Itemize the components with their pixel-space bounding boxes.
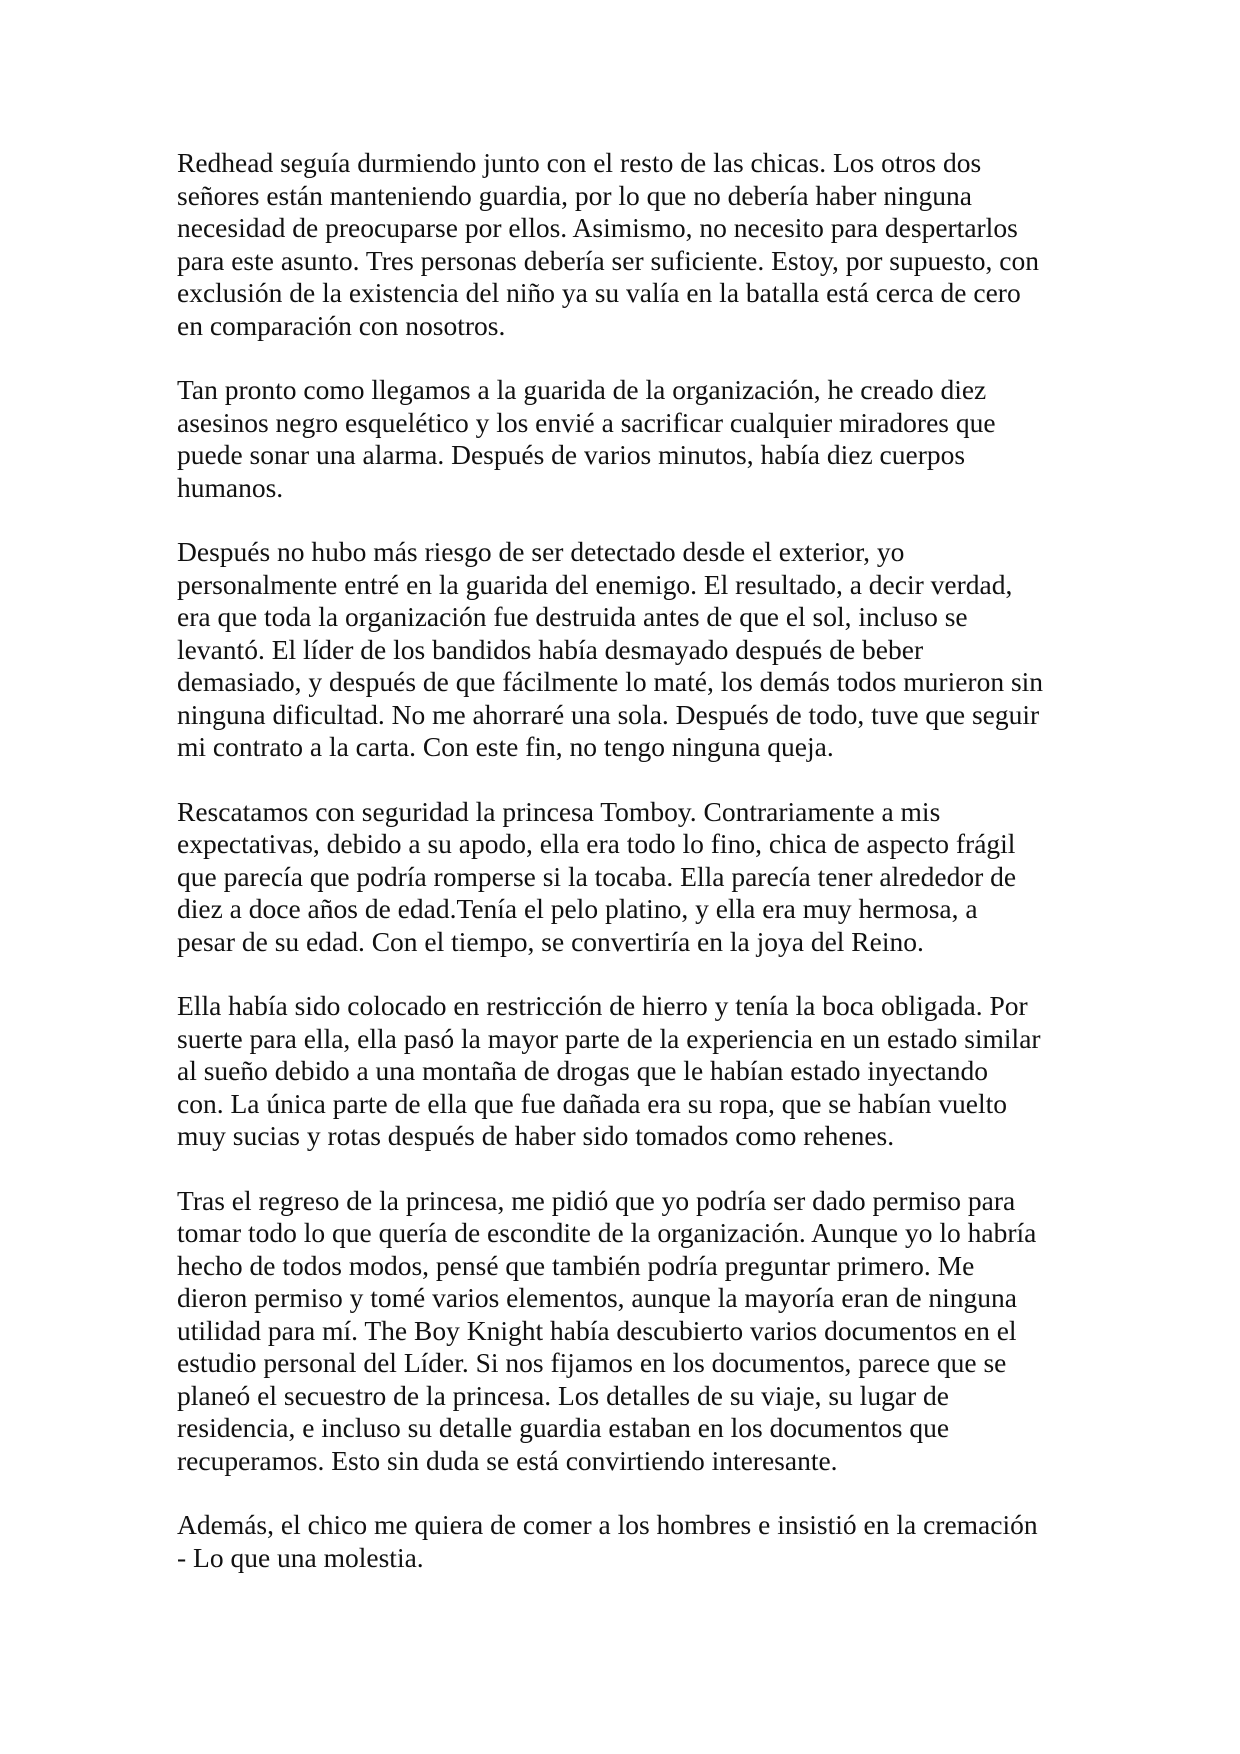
text-line: Después no hubo más riesgo de ser detectado desde el exterior, yo [177,536,905,567]
text-line: planeó el secuestro de la princesa. Los detalles de su viaje, su lugar de [177,1379,950,1411]
paragraph-7 [177,1509,1077,1574]
text-line: con. La única parte de ella que fue dañada era su ropa, que se habían vuelto [177,1087,1007,1119]
text-line: era que toda la organización fue destruida antes de que el sol, incluso se [177,601,968,632]
text-line: señores están manteniendo guardia, por lo que no debería haber ninguna [177,179,972,211]
text-line: - Lo que una molestia. [177,1541,424,1573]
text-line: necesidad de preocuparse por ellos. Asimismo, no necesito para despertarlos [177,212,1018,243]
body-text [177,147,1077,1606]
text-line: en comparación con nosotros. [177,309,506,341]
text-line: diez a doce años de edad.Tenía el pelo platino, y ella era muy hermosa, a [177,893,978,924]
text-line: tomar todo lo que quería de escondite de la organización. Aunque yo lo habría [177,1217,1037,1248]
text-line: al sueño debido a una montaña de drogas que le habían estado inyectando [177,1055,988,1086]
text-line: levantó. El líder de los bandidos había desmayado después de beber [177,633,924,665]
paragraph-1 [177,147,1077,342]
paragraph-4 [177,796,1077,959]
text-line: Además, el chico me quiera de comer a los hombres e insistió en la cremación [177,1509,1038,1540]
text-line: asesinos negro esquelético y los envié a sacrificar cualquier miradores que [177,406,996,438]
text-line: Rescatamos con seguridad la princesa Tomboy. Contrariamente a mis [177,795,941,827]
text-line: muy sucias y rotas después de haber sido tomados como rehenes. [177,1120,895,1151]
text-line: recuperamos. Esto sin duda se está convirtiendo interesante. [177,1444,838,1476]
paragraph-3 [177,536,1077,764]
text-line: que parecía que podría romperse si la tocaba. Ella parecía tener alrededor de [177,860,1017,892]
text-line: expectativas, debido a su apodo, ella era todo lo fino, chica de aspecto frágil [177,828,1016,859]
text-line: mi contrato a la carta. Con este fin, no tengo ninguna queja. [177,731,834,762]
paragraph-2 [177,374,1077,504]
paragraph-5 [177,990,1077,1153]
text-line: residencia, e incluso su detalle guardia estaban en los documentos que [177,1412,950,1443]
text-line: puede sonar una alarma. Después de varios minutos, había diez cuerpos [177,439,966,470]
paragraph-6 [177,1185,1077,1478]
text-line: exclusión de la existencia del niño ya su valía en la batalla está cerca de cero [177,277,1021,308]
text-line: utilidad para mí. The Boy Knight había descubierto varios documentos en el [177,1314,1017,1346]
text-line: Ella había sido colocado en restricción de hierro y tenía la boca obligada. Por [177,990,1028,1021]
text-line: dieron permiso y tomé varios elementos, aunque la mayoría eran de ninguna [177,1282,1018,1313]
text-line: Redhead seguía durmiendo junto con el resto de las chicas. Los otros dos [177,147,982,178]
text-line: pesar de su edad. Con el tiempo, se convertiría en la joya del Reino. [177,925,924,957]
text-line: estudio personal del Líder. Si nos fijamos en los documentos, parece que se [177,1347,1007,1378]
text-line: ninguna dificultad. No me ahorraré una sola. Después de todo, tuve que seguir [177,698,1040,730]
text-line: para este asunto. Tres personas debería ser suficiente. Estoy, por supuesto, con [177,244,1039,276]
text-line: demasiado, y después de que fácilmente lo maté, los demás todos murieron sin [177,666,1044,697]
text-line: personalmente entré en la guarida del enemigo. El resultado, a decir verdad, [177,568,1013,600]
text-line: Tras el regreso de la princesa, me pidió que yo podría ser dado permiso para [177,1184,1016,1216]
text-line: Tan pronto como llegamos a la guarida de la organización, he creado diez [177,374,987,405]
text-line: hecho de todos modos, pensé que también podría preguntar primero. Me [177,1249,975,1281]
text-line: humanos. [177,471,284,503]
text-line: suerte para ella, ella pasó la mayor parte de la experiencia en un estado similar [177,1022,1041,1054]
